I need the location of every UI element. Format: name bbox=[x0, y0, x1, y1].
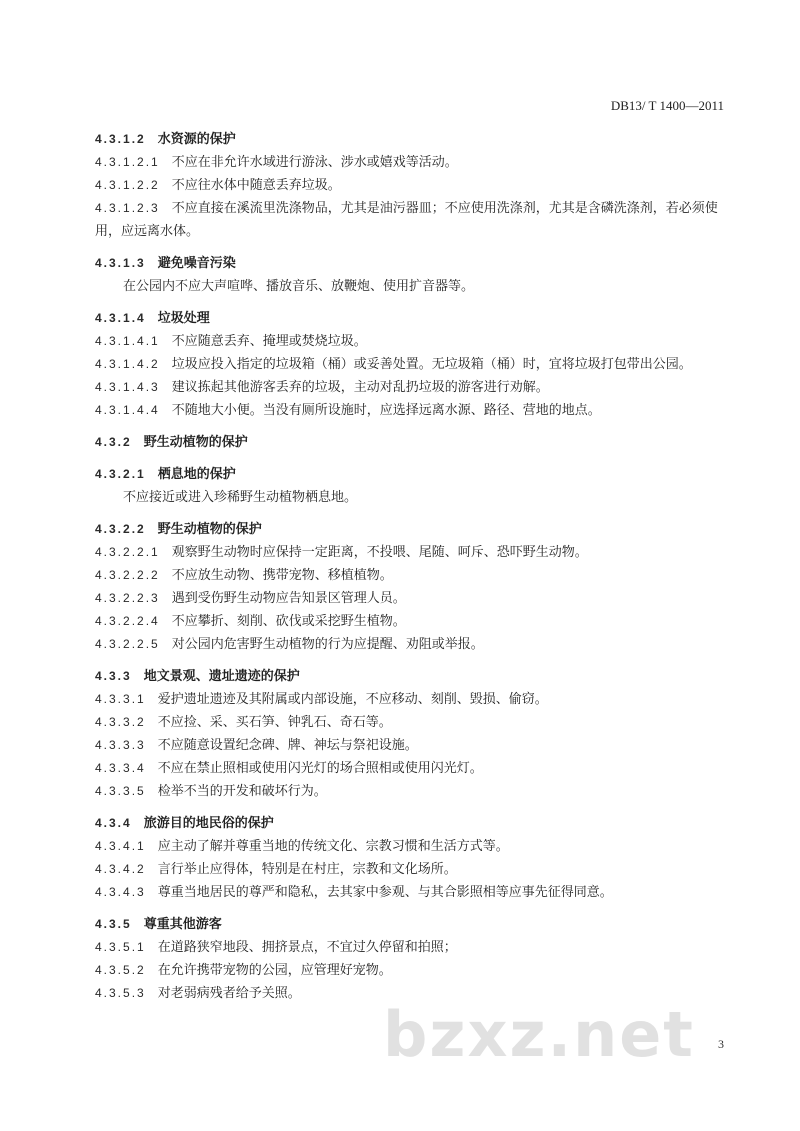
clause-text: 尊重其他游客 bbox=[143, 917, 222, 932]
clause-text: 栖息地的保护 bbox=[157, 467, 236, 482]
clause-number: 4.3.1.2 bbox=[95, 132, 146, 146]
section-heading bbox=[95, 812, 730, 835]
clause-text: 水资源的保护 bbox=[157, 132, 236, 147]
clause-number: 4.3.3.5 bbox=[95, 784, 146, 798]
clause-number: 4.3.3.4 bbox=[95, 761, 146, 775]
clause-number: 4.3.1.4.2 bbox=[95, 357, 160, 371]
clause-text: 地文景观、遗址遗迹的保护 bbox=[143, 669, 300, 684]
clause-item bbox=[95, 353, 730, 376]
clause-text: 野生动植物的保护 bbox=[143, 435, 248, 450]
clause-text: 不应攀折、刻削、砍伐或采挖野生植物。 bbox=[171, 614, 406, 629]
clause-item bbox=[95, 564, 730, 587]
clause-item bbox=[95, 587, 730, 610]
clause-item bbox=[95, 174, 730, 197]
clause-text: 不应在非允许水域进行游泳、涉水或嬉戏等活动。 bbox=[171, 155, 458, 170]
clause-number: 4.3.1.4 bbox=[95, 311, 146, 325]
section-gap bbox=[95, 454, 730, 463]
clause-item bbox=[95, 835, 730, 858]
clause-number: 4.3.1.4.3 bbox=[95, 380, 160, 394]
clause-text: 不应在禁止照相或使用闪光灯的场合照相或使用闪光灯。 bbox=[157, 761, 483, 776]
clause-text: 言行举止应得体，特别是在村庄，宗教和文化场所。 bbox=[157, 862, 457, 877]
clause-item bbox=[95, 197, 730, 243]
clause-number: 4.3.1.4.4 bbox=[95, 403, 160, 417]
section-gap bbox=[95, 803, 730, 812]
clause-text: 不应随意设置纪念碑、牌、神坛与祭祀设施。 bbox=[157, 738, 418, 753]
clause-item bbox=[95, 399, 730, 422]
clause-item bbox=[95, 734, 730, 757]
clause-text: 检举不当的开发和破坏行为。 bbox=[157, 784, 327, 799]
section-heading bbox=[95, 307, 730, 330]
clause-number: 4.3.1.4.1 bbox=[95, 334, 160, 348]
clause-item bbox=[95, 936, 730, 959]
clause-number: 4.3.3.2 bbox=[95, 715, 146, 729]
clause-text: 不应直接在溪流里洗涤物品，尤其是油污器皿；不应使用洗涤剂，尤其是含磷洗涤剂，若必须使用，应远离水体。 bbox=[95, 201, 718, 239]
clause-text: 垃圾应投入指定的垃圾箱（桶）或妥善处置。无垃圾箱（桶）时，宜将垃圾打包带出公园。 bbox=[171, 357, 692, 372]
clause-item bbox=[95, 330, 730, 353]
clause-text: 不应接近或进入珍稀野生动植物栖息地。 bbox=[123, 490, 358, 505]
section-gap bbox=[95, 509, 730, 518]
clause-item bbox=[95, 858, 730, 881]
clause-number: 4.3.5.2 bbox=[95, 963, 146, 977]
clause-number: 4.3.1.2.2 bbox=[95, 178, 160, 192]
clause-item bbox=[95, 959, 730, 982]
clause-item bbox=[95, 757, 730, 780]
section-heading bbox=[95, 252, 730, 275]
section-gap bbox=[95, 243, 730, 252]
clause-text: 应主动了解并尊重当地的传统文化、宗教习惯和生活方式等。 bbox=[157, 839, 509, 854]
section-heading bbox=[95, 913, 730, 936]
clause-number: 4.3.5.3 bbox=[95, 986, 146, 1000]
clause-number: 4.3.3.1 bbox=[95, 692, 146, 706]
clause-item bbox=[95, 151, 730, 174]
clause-text: 不应随意丢弃、掩埋或焚烧垃圾。 bbox=[171, 334, 367, 349]
clause-item bbox=[95, 541, 730, 564]
clause-text: 在允许携带宠物的公园，应管理好宠物。 bbox=[157, 963, 392, 978]
clause-number: 4.3.2.2.5 bbox=[95, 637, 160, 651]
clause-number: 4.3.4.1 bbox=[95, 839, 146, 853]
clause-text: 不随地大小便。当没有厕所设施时，应选择远离水源、路径、营地的地点。 bbox=[171, 403, 601, 418]
clause-number: 4.3.2.2 bbox=[95, 522, 146, 536]
clause-number: 4.3.1.2.3 bbox=[95, 201, 160, 215]
clause-text: 建议拣起其他游客丢弃的垃圾，主动对乱扔垃圾的游客进行劝解。 bbox=[171, 380, 549, 395]
paragraph bbox=[95, 275, 730, 298]
clause-item bbox=[95, 376, 730, 399]
clause-item bbox=[95, 780, 730, 803]
clause-text: 对公园内危害野生动植物的行为应提醒、劝阻或举报。 bbox=[171, 637, 484, 652]
clause-text: 遇到受伤野生动物应告知景区管理人员。 bbox=[171, 591, 406, 606]
clause-number: 4.3.2.1 bbox=[95, 467, 146, 481]
clause-item bbox=[95, 881, 730, 904]
clause-item bbox=[95, 711, 730, 734]
standard-code: DB13/ T 1400—2011 bbox=[610, 98, 724, 113]
clause-number: 4.3.2.2.2 bbox=[95, 568, 160, 582]
clause-number: 4.3.2.2.1 bbox=[95, 545, 160, 559]
clause-text: 在公园内不应大声喧哗、播放音乐、放鞭炮、使用扩音器等。 bbox=[123, 279, 475, 294]
clause-number: 4.3.2.2.3 bbox=[95, 591, 160, 605]
clause-item bbox=[95, 633, 730, 656]
clause-text: 不应往水体中随意丢弃垃圾。 bbox=[171, 178, 341, 193]
clause-item bbox=[95, 610, 730, 633]
clause-text: 不应捡、采、买石笋、钟乳石、奇石等。 bbox=[157, 715, 392, 730]
watermark: bzxz.net bbox=[383, 998, 695, 1071]
section-heading bbox=[95, 665, 730, 688]
clause-number: 4.3.1.2.1 bbox=[95, 155, 160, 169]
clause-text: 避免噪音污染 bbox=[157, 256, 236, 271]
clause-text: 观察野生动物时应保持一定距离，不投喂、尾随、呵斥、恐吓野生动物。 bbox=[171, 545, 588, 560]
clause-text: 对老弱病残者给予关照。 bbox=[157, 986, 301, 1001]
clause-number: 4.3.4.2 bbox=[95, 862, 146, 876]
clause-number: 4.3.5 bbox=[95, 917, 132, 931]
clause-item bbox=[95, 688, 730, 711]
clause-number: 4.3.3 bbox=[95, 669, 132, 683]
section-heading bbox=[95, 431, 730, 454]
section-heading bbox=[95, 128, 730, 151]
clause-number: 4.3.4.3 bbox=[95, 885, 146, 899]
section-heading bbox=[95, 463, 730, 486]
clause-number: 4.3.2.2.4 bbox=[95, 614, 160, 628]
clause-text: 在道路狭窄地段、拥挤景点，不宜过久停留和拍照； bbox=[157, 940, 457, 955]
clause-number: 4.3.5.1 bbox=[95, 940, 146, 954]
section-heading bbox=[95, 518, 730, 541]
clause-text: 爱护遗址遗迹及其附属或内部设施，不应移动、刻削、毁损、偷窃。 bbox=[157, 692, 548, 707]
clause-text: 尊重当地居民的尊严和隐私，去其家中参观、与其合影照相等应事先征得同意。 bbox=[157, 885, 613, 900]
section-gap bbox=[95, 422, 730, 431]
clause-number: 4.3.1.3 bbox=[95, 256, 146, 270]
section-gap bbox=[95, 904, 730, 913]
clause-text: 垃圾处理 bbox=[157, 311, 210, 326]
clause-text: 不应放生动物、携带宠物、移植植物。 bbox=[171, 568, 393, 583]
section-gap bbox=[95, 656, 730, 665]
clause-text: 野生动植物的保护 bbox=[157, 522, 262, 537]
clause-text: 旅游目的地民俗的保护 bbox=[143, 816, 274, 831]
section-gap bbox=[95, 298, 730, 307]
clause-number: 4.3.4 bbox=[95, 816, 132, 830]
paragraph bbox=[95, 486, 730, 509]
page-number: 3 bbox=[718, 1037, 724, 1051]
clause-number: 4.3.2 bbox=[95, 435, 132, 449]
clause-number: 4.3.3.3 bbox=[95, 738, 146, 752]
document-body bbox=[95, 128, 730, 1005]
